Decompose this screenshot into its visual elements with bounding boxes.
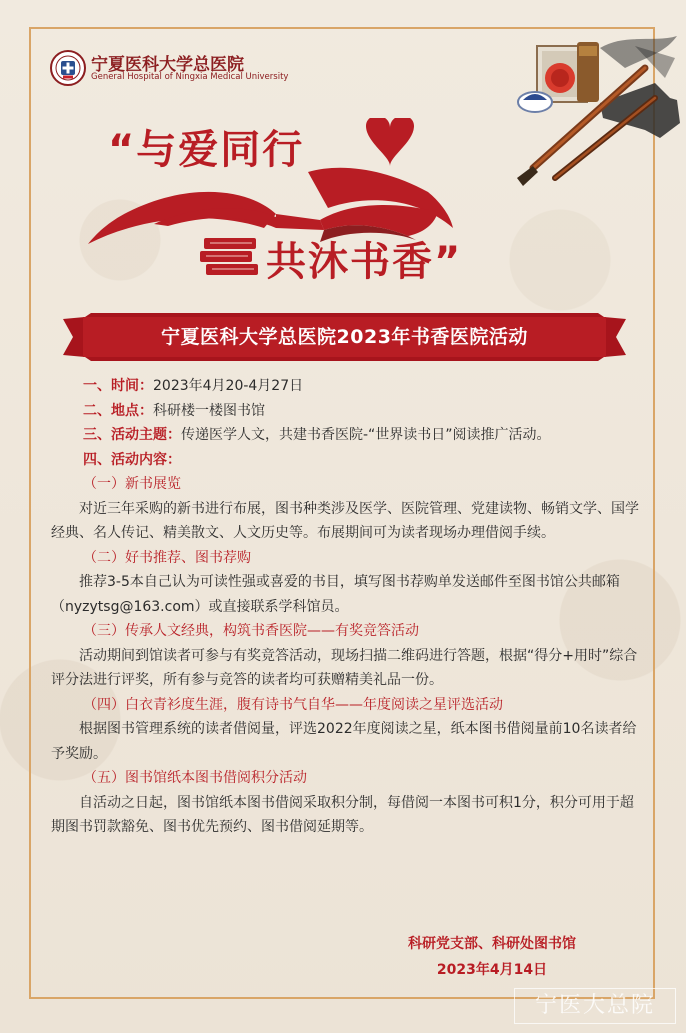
place-label: 二、地点： (83, 402, 153, 419)
theme-label: 三、活动主题： (83, 427, 181, 443)
watermark: 宁医大总院 (514, 988, 676, 1024)
activity-2-title: （二）好书推荐、图书荐购 (83, 549, 251, 566)
activity-1-title: （一）新书展览 (83, 476, 181, 492)
content-label: 四、活动内容： (83, 451, 181, 468)
time-value: 2023年4月20-4月27日 (153, 378, 304, 394)
place-row (51, 399, 641, 424)
signature-org: 科研党支部、科研处图书馆 (408, 936, 576, 952)
time-label: 一、时间： (83, 378, 153, 394)
banner-title: 宁夏医科大学总医院2023年书香医院活动 (161, 326, 528, 348)
hospital-logo-icon (50, 50, 86, 86)
activity-3-body: 活动期间到馆读者可参与有奖竞答活动，现场扫描二维码进行答题，根据“得分+用时”综合评分法进行评奖，所有参与竞答的读者均可获赠精美礼品一份。 (51, 647, 638, 688)
activity-4-body: 根据图书管理系统的读者借阅量，评选2022年度阅读之星，纸本图书借阅量前10名读者给予奖励。 (51, 721, 637, 762)
hospital-name-cn: 宁夏医科大学总医院 (91, 55, 244, 75)
activity-content (51, 374, 641, 840)
content-heading-row (51, 448, 641, 473)
activity-5-body: 自活动之日起，图书馆纸本图书借阅采取积分制，每借阅一本图书可积1分，积分可用于超期图书罚款豁免、图书优先预约、图书借阅延期等。 (51, 794, 634, 835)
activity-1-body: 对近三年采购的新书进行布展，图书种类涉及医学、医院管理、党建读物、畅销文学、国学经典、名人传记、精美散文、人文历史等。布展期间可为读者现场办理借阅手续。 (51, 500, 639, 541)
slogan-line-2: 共沐书香” (266, 239, 463, 285)
activity-4-title: （四）白衣青衫度生涯，腹有诗书气自华——年度阅读之星评选活动 (83, 696, 503, 713)
theme-row (51, 423, 641, 448)
calligraphy-tools-decoration (505, 28, 683, 198)
activity-3-title: （三）传承人文经典，构筑书香医院——有奖竞答活动 (83, 623, 419, 639)
signature-date: 2023年4月14日 (436, 962, 548, 978)
stacked-books-icon (198, 236, 260, 278)
activity-2-body: 推荐3-5本自己认为可读性强或喜爱的书目，填写图书荐购单发送邮件至图书馆公共邮箱（nyzytsg@163.com）或直接联系学科馆员。 (51, 574, 620, 615)
activity-5-title: （五）图书馆纸本图书借阅积分活动 (83, 770, 307, 786)
place-value: 科研楼一楼图书馆 (153, 402, 265, 419)
time-row (51, 374, 641, 399)
hospital-name-en: General Hospital of Ningxia Medical University (91, 72, 289, 82)
theme-value: 传递医学人文，共建书香医院-“世界读书日”阅读推广活动。 (181, 427, 551, 443)
slogan-line-1: “与爱同行 (108, 127, 305, 173)
